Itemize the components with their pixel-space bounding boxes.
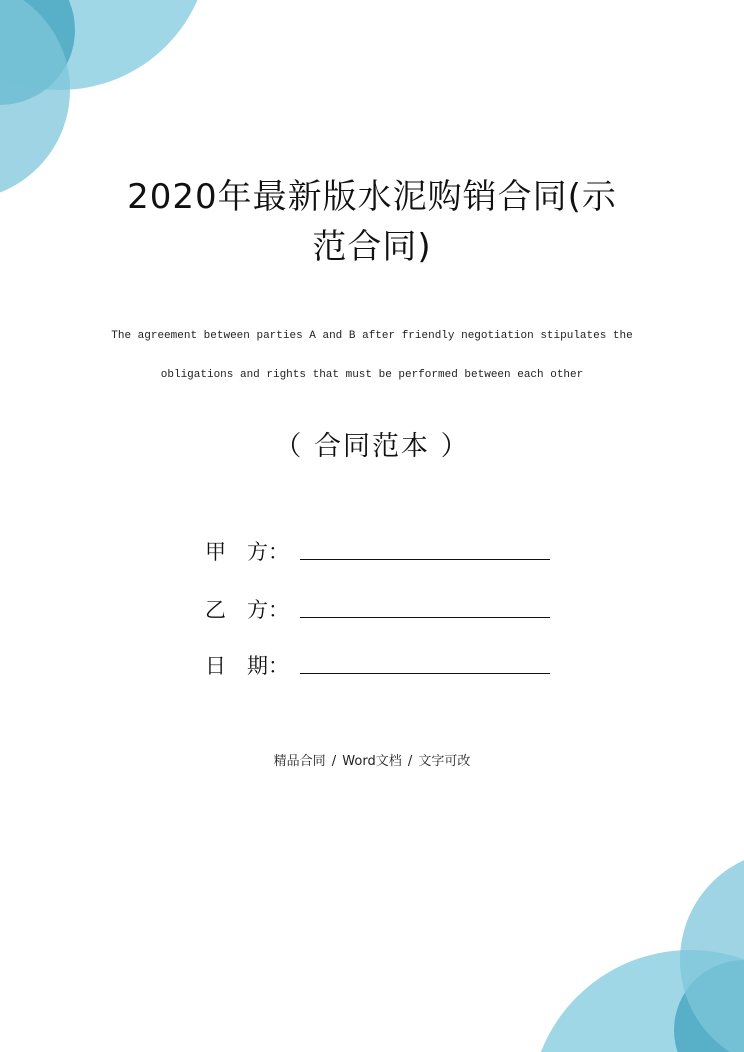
document-title <box>60 172 684 272</box>
top-left-circle-large <box>0 0 210 90</box>
party-a-blank-line <box>300 559 550 560</box>
date-blank-line <box>300 673 550 674</box>
top-left-circle-dark <box>0 0 75 105</box>
title-line-2: 范合同) <box>312 227 432 267</box>
bottom-right-circle-large <box>530 950 744 1052</box>
subtitle-line-2: obligations and rights that must be performed between each other <box>160 369 584 381</box>
party-b-label: 乙 方： <box>205 598 289 622</box>
top-left-circle-lower <box>0 0 70 200</box>
date-label: 日 期： <box>205 654 289 678</box>
bottom-right-circle-dark <box>674 960 744 1052</box>
template-label: （ 合同范本 ） <box>274 431 470 462</box>
party-a-label: 甲 方： <box>205 540 289 564</box>
footer-tagline: 精品合同 / Word文档 / 文字可改 <box>273 754 471 769</box>
bottom-right-circle-upper <box>680 850 744 1052</box>
party-b-blank-line <box>300 617 550 618</box>
subtitle-line-1: The agreement between parties A and B after friendly negotiation stipulates the <box>111 330 633 342</box>
title-line-1: 2020年最新版水泥购销合同(示 <box>127 177 617 217</box>
